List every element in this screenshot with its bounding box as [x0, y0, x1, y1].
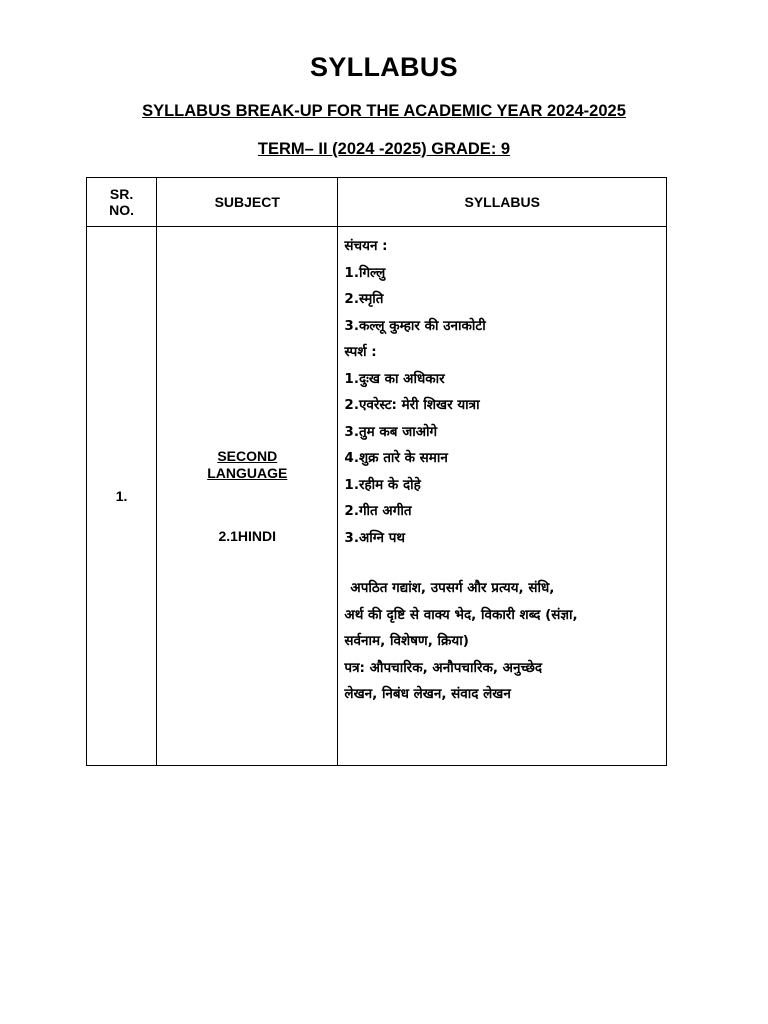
serial-number-cell: 1. [87, 227, 157, 766]
syllabus-line: 2.एवरेस्ट: मेरी शिखर यात्रा [344, 397, 480, 413]
grammar-line: सर्वनाम, विशेषण, क्रिया) [344, 633, 469, 649]
syllabus-line: 3.अग्नि पथ [344, 529, 406, 546]
syllabus-line: 3.कल्लू कुम्हार की उनाकोटी [344, 317, 486, 334]
subject-name [157, 448, 337, 482]
term-grade-heading: TERM– II (2024 -2025) GRADE: 9 [257, 140, 511, 158]
syllabus-line: 4.शुक्र तारे के समान [344, 450, 448, 466]
document-title: SYLLABUS [310, 52, 458, 82]
grammar-line: पत्र: औपचारिक, अनौपचारिक, अनुच्छेद [344, 659, 543, 676]
syllabus-line: 1.गिल्लु [344, 264, 386, 281]
subject-code: 2.1HINDI [218, 527, 277, 544]
subject-cell [157, 227, 338, 766]
syllabus-line: संचयन : [344, 238, 388, 254]
syllabus-line: 1.रहीम के दोहे [344, 476, 421, 493]
header-syllabus: SYLLABUS [338, 178, 667, 227]
grammar-line: अर्थ की दृष्टि से वाक्य भेद, विकारी शब्द (संज्ञा, [344, 606, 578, 623]
syllabus-line: 2.गीत अगीत [344, 503, 412, 519]
syllabus-cell [338, 227, 667, 766]
grammar-line: अपठित गद्यांश, उपसर्ग और प्रत्यय, संधि, [350, 580, 555, 596]
syllabus-line: 1.दुःख का अधिकार [344, 370, 445, 387]
header-sr-line2: NO. [109, 202, 134, 218]
header-sr-no [87, 178, 157, 227]
syllabus-line: 3.तुम कब जाओगे [344, 423, 438, 440]
table-row [87, 227, 667, 766]
document-subtitle: SYLLABUS BREAK-UP FOR THE ACADEMIC YEAR 2024-2025 [142, 102, 626, 120]
subject-name-line1: SECOND [217, 447, 278, 464]
spacer [344, 551, 666, 575]
syllabus-table [86, 177, 667, 766]
header-sr-line1: SR. [109, 186, 134, 202]
grammar-line: लेखन, निबंध लेखन, संवाद लेखन [344, 686, 511, 702]
table-header-row [87, 178, 667, 227]
header-subject: SUBJECT [157, 178, 338, 227]
syllabus-line: स्पर्श : [344, 344, 377, 360]
syllabus-line: 2.स्मृति [344, 291, 384, 307]
subject-name-line2: LANGUAGE [207, 464, 288, 481]
